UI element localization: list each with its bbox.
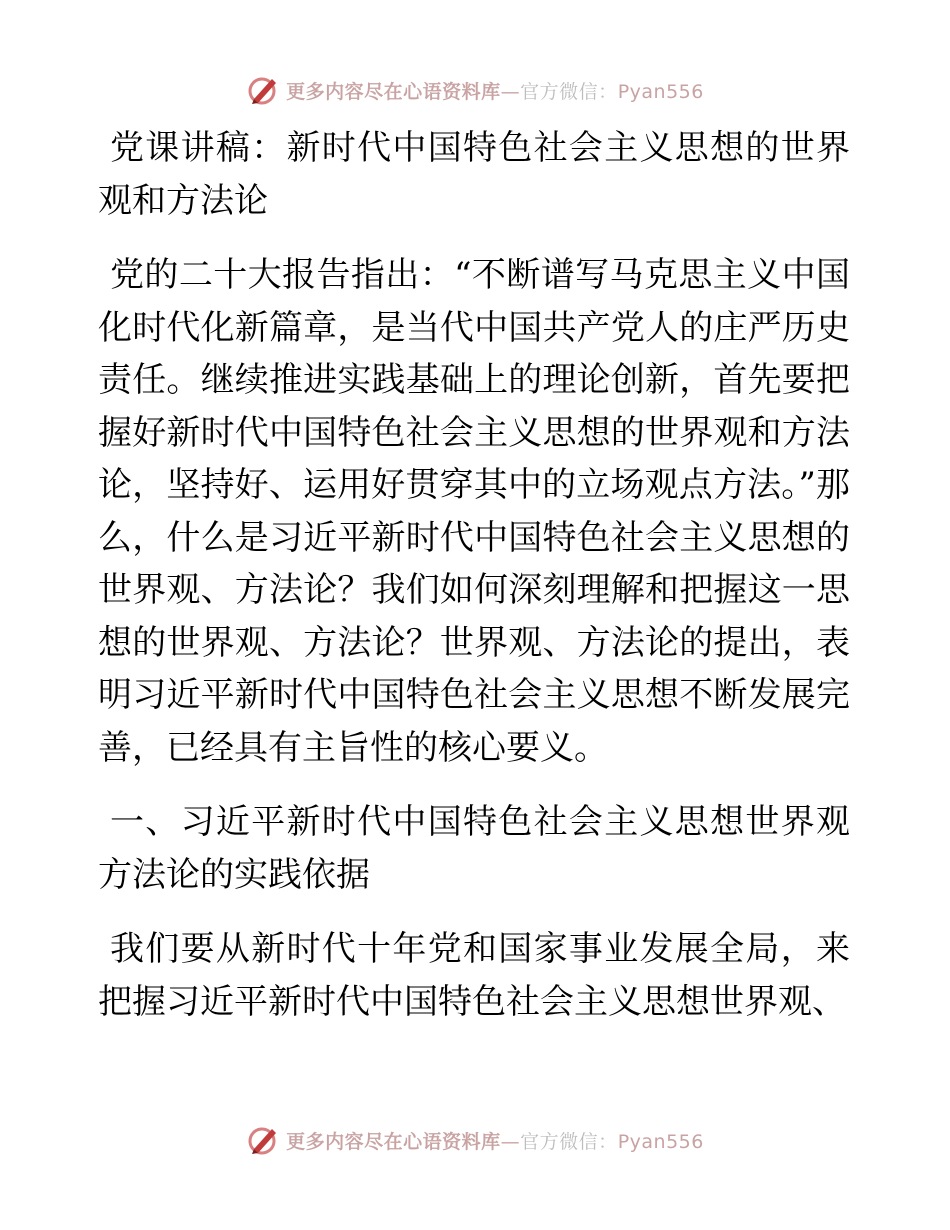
document-body [98,122,850,1028]
paragraph-1-text: 党的二十大报告指出：“不断谱写马克思主义中国化时代化新篇章，是当代中国共产党人的庄严历史责任。继续推进实践基础上的理论创新，首先要把握好新时代中国特色社会主义思想的世界观和方法论，坚持好、运用好贯穿其中的立场观点方法。”那么，什么是习近平新时代中国特色社会主义思想的世界观、方法论？我们如何深刻理解和把握这一思想的世界观、方法论？世界观、方法论的提出，表明习近平新时代中国特色社会主义思想不断发展完善，已经具有主旨性的核心要义。 [98,255,850,768]
watermark-official-label: 官方微信： [520,80,618,103]
header-watermark [0,70,950,110]
watermark-dash: — [500,80,521,103]
section-heading-1 [98,796,850,901]
watermark-text [286,77,704,104]
section-heading-1-text: 一、习近平新时代中国特色社会主义思想世界观方法论的实践依据 [98,802,850,895]
document-title [98,122,850,227]
paragraph-2-text: 我们要从新时代十年党和国家事业发展全局，来把握习近平新时代中国特色社会主义思想世界观、 [98,929,850,1022]
paragraph-1 [98,249,850,774]
footer-watermark [0,1120,950,1160]
watermark-wechat-id: Pyan556 [617,80,704,103]
watermark-site-text: 更多内容尽在心语资料库 [286,80,501,103]
watermark-dash: — [500,1130,521,1153]
watermark-site-text: 更多内容尽在心语资料库 [286,1130,501,1153]
paragraph-2 [98,923,850,1028]
watermark-text [286,1127,704,1154]
pen-logo-icon [246,73,280,107]
pen-logo-icon [246,1123,280,1157]
title-text: 党课讲稿：新时代中国特色社会主义思想的世界观和方法论 [98,128,850,221]
watermark-wechat-id: Pyan556 [617,1130,704,1153]
watermark-official-label: 官方微信： [520,1130,618,1153]
